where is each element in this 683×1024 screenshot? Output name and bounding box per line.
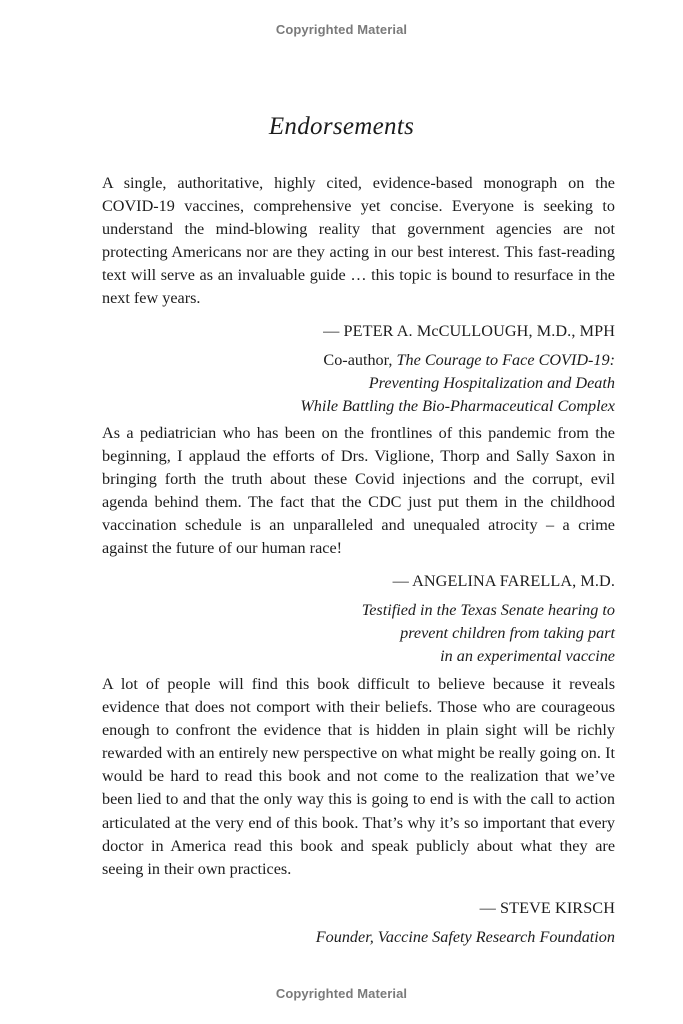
book-title: The Courage to Face COVID-19: <box>396 350 615 369</box>
credential-prefix: Co-author, <box>323 350 397 369</box>
endorsement-attribution: — ANGELINA FARELLA, M.D. <box>392 571 615 590</box>
endorsement-attribution: — PETER A. McCULLOUGH, M.D., MPH <box>323 321 615 340</box>
credential-line: Testified in the Texas Senate hearing to <box>361 600 615 619</box>
endorsement-kirsch <box>102 673 615 949</box>
endorsement-quote: A single, authoritative, highly cited, evidence-based monograph on the COVID-19 vaccines, comprehensive yet concise. Everyone is seeking to understand the mind-blowing reality that government agencies are not protecting Americans nor are they acting in our best interest. This fast-reading text will serve as an invaluable guide … this topic is bound to resurface in the next few years. <box>102 174 615 308</box>
endorsement-credentials <box>102 349 615 419</box>
credential-line: Preventing Hospitalization and Death <box>368 373 615 392</box>
endorsement-quote: As a pediatrician who has been on the frontlines of this pandemic from the beginning, I applaud the efforts of Drs. Viglione, Thorp and Sally Saxon in bringing forth the truth about these Covid injections and the corrupt, evil agenda behind them. The fact that the CDC just put them in the childhood vaccination schedule is an unparalleled and unequaled atrocity – a crime against the future of our human race! <box>102 424 615 558</box>
endorsement-quote: A lot of people will find this book difficult to believe because it reveals evidence that does not comport with their beliefs. Those who are courageous enough to confront the evidence that is hidden in plain sight will be richly rewarded with an entirely new perspective on what might be really going on. It would be hard to read this book and not come to the realization that we’ve been lied to and that the only way this is going to end is with the call to action articulated at the very end of this book. That’s why it’s so important that every doctor in America read this book and speak publicly about what they are seeing in their own practices. <box>102 675 615 878</box>
endorsement-farella <box>102 422 615 668</box>
copyright-watermark-bottom: Copyrighted Material <box>275 986 408 1001</box>
credential-line: prevent children from taking part <box>400 623 615 642</box>
credential-line: in an experimental vaccine <box>440 647 615 666</box>
endorsement-attribution: — STEVE KIRSCH <box>479 898 615 917</box>
credential-line: While Battling the Bio-Pharmaceutical Complex <box>300 397 615 416</box>
copyright-watermark-top: Copyrighted Material <box>275 22 408 37</box>
credential-line: Founder, Vaccine Safety Research Foundation <box>315 927 615 946</box>
endorsement-credentials <box>102 926 615 949</box>
endorsement-mccullough <box>102 172 615 418</box>
endorsement-credentials <box>102 599 615 669</box>
credential-line <box>102 349 615 372</box>
page-title: Endorsements <box>268 113 415 140</box>
